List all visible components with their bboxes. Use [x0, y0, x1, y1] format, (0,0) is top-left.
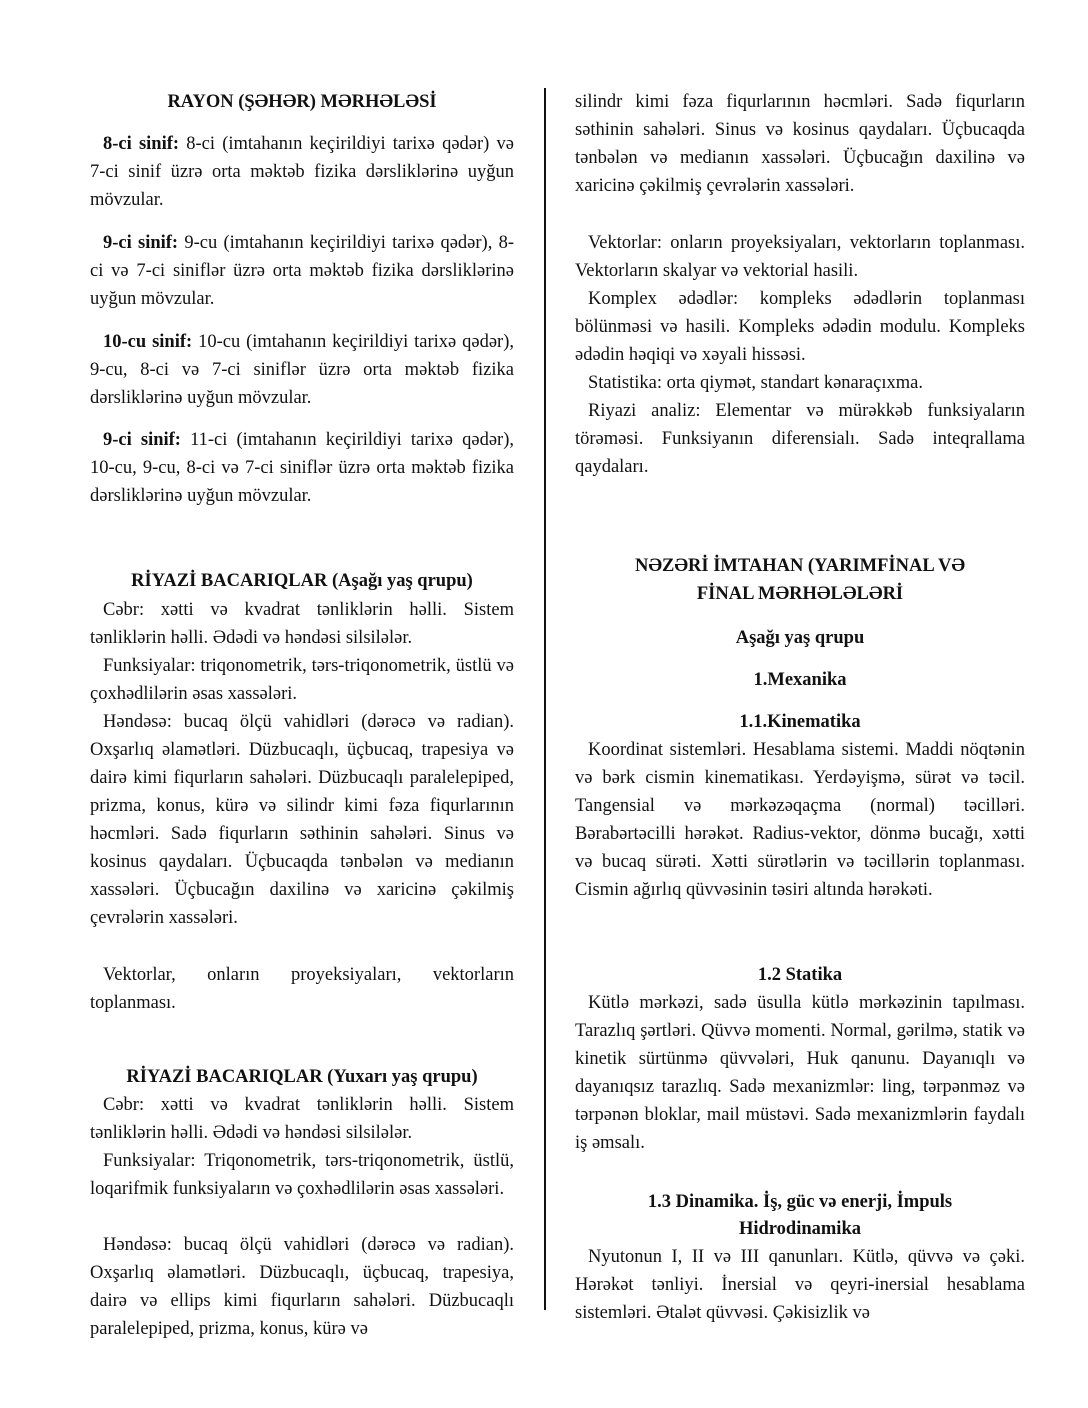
column-divider	[544, 88, 546, 1310]
grade-8-paragraph	[90, 130, 514, 214]
grade-10-paragraph	[90, 328, 514, 412]
geometry-continuation-paragraph: silindr kimi fəza fiqurlarının həcmləri. Sadə fiqurların səthinin sahələri. Sinus və kosinus qaydaları. Üçbucaqda tənbələn və medianın xassələri. Üçbucağın daxilinə və xaricinə çəkilmiş çevrələrin xassələri.	[575, 92, 1025, 196]
grade-label: 9-ci sinif:	[103, 430, 181, 450]
grade-9-paragraph	[90, 229, 514, 313]
statics-heading: 1.2 Statika	[757, 965, 843, 985]
upper-algebra-paragraph: Cəbr: xətti və kvadrat tənliklərin həlli. Sistem tənliklərin həlli. Ədədi və həndəsi silsilələr.	[90, 1095, 514, 1143]
dynamics-heading-line1: 1.3 Dinamika. İş, güc və enerji, İmpuls	[647, 1192, 953, 1212]
lower-vectors-paragraph: Vektorlar, onların proyeksiyaları, vektorların toplanması.	[90, 965, 514, 1013]
grade-text: 8-ci (imtahanın keçirildiyi tarixə qədər) və 7-ci sinif üzrə orta məktəb fizika dərsliklərinə uyğun mövzular.	[90, 134, 514, 210]
grade-label: 8-ci sinif:	[103, 134, 180, 154]
nezeri-title-line1: NƏZƏRİ İMTAHAN (YARIMFİNAL VƏ	[634, 556, 965, 576]
mechanics-heading: 1.Mexanika	[753, 670, 847, 690]
statistics-paragraph: Statistika: orta qiymət, standart kənaraçıxma.	[588, 373, 923, 393]
grade-text: 9-cu (imtahanın keçirildiyi tarixə qədər), 8-ci və 7-ci siniflər üzrə orta məktəb fizika dərsliklərinə uyğun mövzular.	[90, 233, 514, 309]
statics-paragraph: Kütlə mərkəzi, sadə üsulla kütlə mərkəzinin tapılması. Tarazlıq şərtləri. Qüvvə momenti. Normal, gərilmə, statik və kinetik sürtünmə qüvvələri, Huk qanunu. Dayanıqlı və dayanıqsız tarazlıq. Sadə mexanizmlər: ling, tərpənməz və tərpənən bloklar, mail müstəvi. Sadə mexanizmlərin faydalı iş əmsalı.	[575, 993, 1025, 1153]
kinematics-paragraph: Koordinat sistemləri. Hesablama sistemi. Maddi nöqtənin və bərk cismin kinematikası. Yerdəyişmə, sürət və təcil. Tangensial və mərkəzəqaçma (normal) təcilləri. Bərabərtəcilli hərəkət. Radius-vektor, dönmə bucağı, xətti və bucaq sürəti. Xətti sürətlərin və təcillərin toplanması. Cismin ağırlıq qüvvəsinin təsiri altında hərəkəti.	[575, 740, 1025, 900]
nezeri-title-line2: FİNAL MƏRHƏLƏLƏRİ	[696, 584, 904, 604]
dynamics-heading-line2: Hidrodinamika	[738, 1219, 861, 1239]
dynamics-paragraph: Nyutonun I, II və III qanunları. Kütlə, qüvvə və çəki. Hərəkət tənliyi. İnersial və qeyri-inersial hesablama sistemləri. Ətalət qüvvəsi. Çəkisizlik və	[575, 1247, 1025, 1323]
upper-geometry-paragraph: Həndəsə: bucaq ölçü vahidləri (dərəcə və radian). Oxşarlıq əlamətləri. Düzbucaqlı, üçbucaq, trapesiya, dairə və ellips kimi fiqurların sahələri. Düzbucaqlı paralelepiped, prizma, konus, kürə və	[90, 1235, 514, 1339]
math-skills-lower-title: RİYAZİ BACARIQLAR (Aşağı yaş qrupu)	[131, 571, 473, 591]
grade-text: 10-cu (imtahanın keçirildiyi tarixə qədər), 9-cu, 8-ci və 7-ci siniflər üzrə orta məktəb fizika dərsliklərinə uyğun mövzular.	[90, 332, 515, 408]
complex-numbers-paragraph: Komplex ədədlər: kompleks ədədlərin toplanması bölünməsi və hasili. Kompleks ədədin modulu. Kompleks ədədin həqiqi və xəyali hissəsi.	[575, 289, 1025, 365]
grade-text: 11-ci (imtahanın keçirildiyi tarixə qədər), 10-cu, 9-cu, 8-ci və 7-ci siniflər üzrə orta məktəb fizika dərsliklərinə uyğun mövzular.	[90, 430, 514, 506]
analysis-paragraph: Riyazi analiz: Elementar və mürəkkəb funksiyaların törəməsi. Funksiyanın diferensialı. Sadə inteqrallama qaydaları.	[575, 401, 1025, 477]
rayon-title: RAYON (ŞƏHƏR) MƏRHƏLƏSİ	[167, 92, 437, 112]
vectors-paragraph: Vektorlar: onların proyeksiyaları, vektorların toplanması. Vektorların skalyar və vektorial hasili.	[575, 233, 1025, 281]
lower-geometry-paragraph: Həndəsə: bucaq ölçü vahidləri (dərəcə və radian). Oxşarlıq əlamətləri. Düzbucaqlı, üçbucaq, trapesiya və dairə kimi fiqurların sahələri. Düzbucaqlı paralelepiped, prizma, konus, kürə və silindr kimi fəza fiqurlarının həcmləri. Sadə fiqurların səthinin sahələri. Sinus və kosinus qaydaları. Üçbucaqda tənbələn və medianın xassələri. Üçbucağın daxilinə və xaricinə çəkilmiş çevrələrin xassələri.	[90, 712, 514, 928]
age-group-heading: Aşağı yaş qrupu	[735, 628, 865, 648]
grade-11-paragraph	[90, 426, 514, 510]
grade-label: 9-ci sinif:	[103, 233, 179, 253]
grade-label: 10-cu sinif:	[103, 332, 193, 352]
lower-algebra-paragraph: Cəbr: xətti və kvadrat tənliklərin həlli. Sistem tənliklərin həlli. Ədədi və həndəsi silsilələr.	[90, 600, 514, 648]
kinematics-heading: 1.1.Kinematika	[739, 712, 861, 732]
math-skills-upper-title: RİYAZİ BACARIQLAR (Yuxarı yaş qrupu)	[126, 1067, 478, 1087]
upper-functions-paragraph: Funksiyalar: Triqonometrik, tərs-triqonometrik, üstlü, loqarifmik funksiyaların və çoxhədlilərin əsas xassələri.	[90, 1151, 514, 1199]
lower-functions-paragraph: Funksiyalar: triqonometrik, tərs-triqonometrik, üstlü və çoxhədlilərin əsas xassələri.	[90, 656, 514, 704]
